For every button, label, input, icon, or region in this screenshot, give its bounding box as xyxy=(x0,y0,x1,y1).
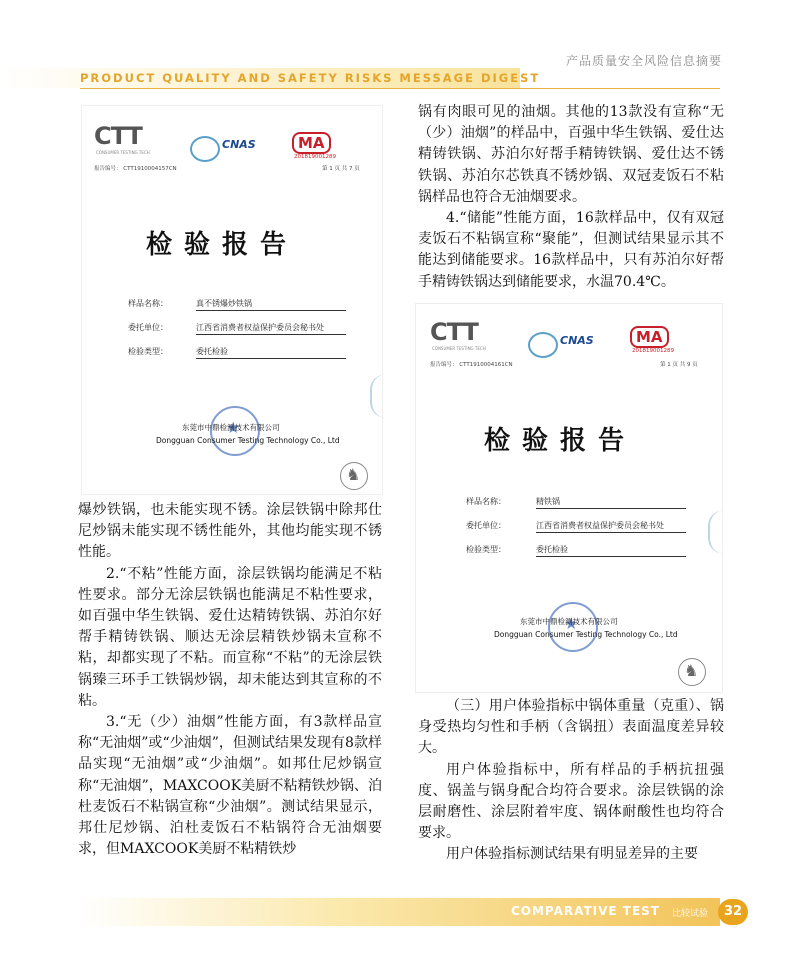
cma-number: 201819001289 xyxy=(294,154,336,160)
test-type-label: 检验类型： xyxy=(466,545,506,554)
left-column-text xyxy=(78,500,382,860)
org-name-cn: 东莞市中鼎检测技术有限公司 xyxy=(182,423,280,432)
report-image-2 xyxy=(416,304,722,692)
paragraph: 4.“储能”性能方面，16款样品中，仅有双冠麦饭石不粘锅宣称“聚能”，但测试结果显示其不能达到储能要求。16款样品中，只有苏泊尔好帮手精铸铁锅达到储能要求，水温70.4℃。 xyxy=(418,210,724,290)
header-en-title: PRODUCT QUALITY AND SAFETY RISKS MESSAGE DIGEST xyxy=(80,71,541,85)
client-value: 江西省消费者权益保护委员会秘书处 xyxy=(196,322,346,335)
cnas-logo: CNAS xyxy=(222,138,256,151)
cma-logo: MA xyxy=(292,132,331,154)
footer-cn-title: 比较试验 xyxy=(671,909,708,919)
company-seal-icon xyxy=(548,602,598,652)
paragraph: 用户体验指标测试结果有明显差异的主要 xyxy=(446,846,698,863)
sample-name-label: 样品名称： xyxy=(466,497,506,506)
stamp-icon xyxy=(678,658,706,686)
test-type-value: 委托检验 xyxy=(536,544,686,557)
paragraph: 锅有肉眼可见的油烟。其他的13款没有宣称“无（少）油烟”的样品中，百强中华生铁锅、爱仕达精铸铁锅、苏泊尔好帮手精铸铁锅、爱仕达不锈铁锅、苏泊尔芯铁真不锈炒锅、双冠麦饭石不粘锅样品也符合无油烟要求。 xyxy=(418,104,724,205)
header-divider xyxy=(80,88,720,89)
test-type-label: 检验类型： xyxy=(128,347,168,356)
org-name-cn: 东莞市中鼎检测技术有限公司 xyxy=(520,617,618,626)
org-name-en: Dongguan Consumer Testing Technology Co., Ltd xyxy=(156,436,340,445)
report-image-1 xyxy=(82,106,382,494)
paragraph: 2.“不粘”性能方面，涂层铁锅均能满足不粘性要求。部分无涂层铁锅也能满足不粘性要求，如百强中华生铁锅、爱仕达精铸铁锅、苏泊尔好帮手精铸铁锅、顺达无涂层精铁炒锅未宣称不粘，却都实现了不粘。而宣称“不粘”的无涂层铁锅臻三环手工铁锅炒锅，却未能达到其宣称的不粘。 xyxy=(78,565,382,709)
report-title: 检验报告 xyxy=(484,426,637,456)
right-column-text-bottom xyxy=(418,696,724,866)
report-title: 检验报告 xyxy=(146,230,299,260)
org-name-en: Dongguan Consumer Testing Technology Co., Ltd xyxy=(494,630,678,639)
ilac-badge-icon xyxy=(190,136,220,162)
cma-number: 201819001289 xyxy=(632,348,674,354)
section-heading: （三）用户体验指标中锅体重量（克重）、锅身受热均匀性和手柄（含锅扭）表面温度差异较大。 xyxy=(418,698,724,757)
page-info: 第 1 页 共 9 页 xyxy=(660,362,698,368)
footer-en-title: COMPARATIVE TEST xyxy=(510,904,660,918)
report-number: 报告编号： CTT1910004161CN xyxy=(430,362,513,368)
header-cn-title: 产品质量安全风险信息摘要 xyxy=(565,54,722,68)
ctt-logo: CTT xyxy=(94,122,142,150)
report-number: 报告编号： CTT1910004157CN xyxy=(94,166,177,172)
client-value: 江西省消费者权益保护委员会秘书处 xyxy=(536,520,686,533)
ilac-badge-icon xyxy=(528,332,558,358)
paragraph: 3.“无（少）油烟”性能方面，有3款样品宣称“无油烟”或“少油烟”，但测试结果发现有8款样品实现“无油烟”或“少油烟”。如邦仕尼炒锅宣称“无油烟”，MAXCOOK美厨不粘精铁炒锅、泊杜麦饭石不粘锅宣称“少油烟”。测试结果显示，邦仕尼炒锅、泊杜麦饭石不粘锅符合无油烟要求，但MAXCOOK美厨不粘精铁炒 xyxy=(78,714,382,858)
client-label: 委托单位： xyxy=(466,521,506,530)
ctt-logo-sub: CONSUMER TESTING TECH xyxy=(432,346,486,351)
test-type-value: 委托检验 xyxy=(196,346,346,359)
side-seal-mark xyxy=(370,374,386,418)
ctt-logo-sub: CONSUMER TESTING TECH xyxy=(96,150,150,155)
side-seal-mark xyxy=(708,510,724,554)
page-number: 32 xyxy=(718,899,748,925)
right-column-text-top xyxy=(418,102,724,293)
sample-name-value: 真不锈爆炒铁锅 xyxy=(196,298,346,311)
stamp-icon xyxy=(340,462,368,490)
paragraph: 爆炒铁锅，也未能实现不锈。涂层铁锅中除邦仕尼炒锅未能实现不锈性能外，其他均能实现不锈性能。 xyxy=(78,502,382,561)
cnas-logo: CNAS xyxy=(560,334,594,347)
page-info: 第 1 页 共 7 页 xyxy=(322,166,360,172)
cma-logo: MA xyxy=(630,326,669,348)
client-label: 委托单位： xyxy=(128,323,168,332)
paragraph: 用户体验指标中，所有样品的手柄抗扭强度、锅盖与锅身配合均符合要求。涂层铁锅的涂层耐磨性、涂层附着牢度、锅体耐酸性也均符合要求。 xyxy=(418,761,724,842)
sample-name-value: 精铁锅 xyxy=(536,496,686,509)
sample-name-label: 样品名称： xyxy=(128,299,168,308)
ctt-logo: CTT xyxy=(430,318,478,346)
